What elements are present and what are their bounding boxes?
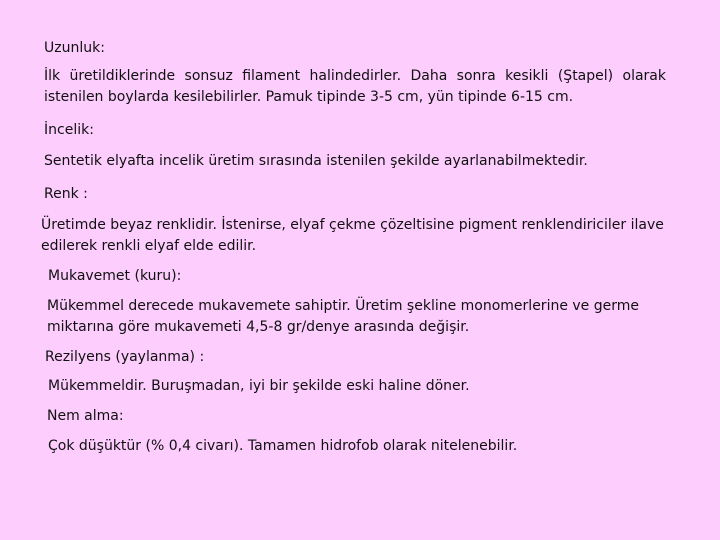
paragraph-incelik: Sentetik elyafta incelik üretim sırasında istenilen şekilde ayarlanabilmektedir.: [44, 153, 588, 169]
paragraph-mukavemet: Mükemmel derecede mukavemete sahiptir. Üretim şekline monomerlerine ve germe miktarına göre mukavemeti 4,5-8 gr/denye arasında değişir.: [47, 298, 639, 335]
paragraph-uzunluk: İlk üretildiklerinde sonsuz filament halindedirler. Daha sonra kesikli (Ştapel) olarak istenilen boylarda kesilebilirler. Pamuk tipinde 3-5 cm, yün tipinde 6-15 cm.: [44, 68, 666, 105]
paragraph-rezilyens: Mükemmeldir. Buruşmadan, iyi bir şekilde eski haline döner.: [48, 378, 470, 394]
heading-rezilyens: Rezilyens (yaylanma) :: [45, 349, 205, 365]
paragraph-renk: Üretimde beyaz renklidir. İstenirse, elyaf çekme çözeltisine pigment renklendiriciler ilave edilerek renkli elyaf elde edilir.: [41, 217, 664, 254]
heading-mukavemet: Mukavemet (kuru):: [48, 268, 182, 284]
heading-incelik: İncelik:: [44, 122, 94, 138]
paragraph-nem-alma: Çok düşüktür (% 0,4 civarı). Tamamen hidrofob olarak nitelenebilir.: [48, 438, 518, 454]
heading-nem-alma: Nem alma:: [47, 408, 124, 424]
heading-renk: Renk :: [44, 186, 88, 202]
heading-uzunluk: Uzunluk:: [44, 40, 105, 56]
